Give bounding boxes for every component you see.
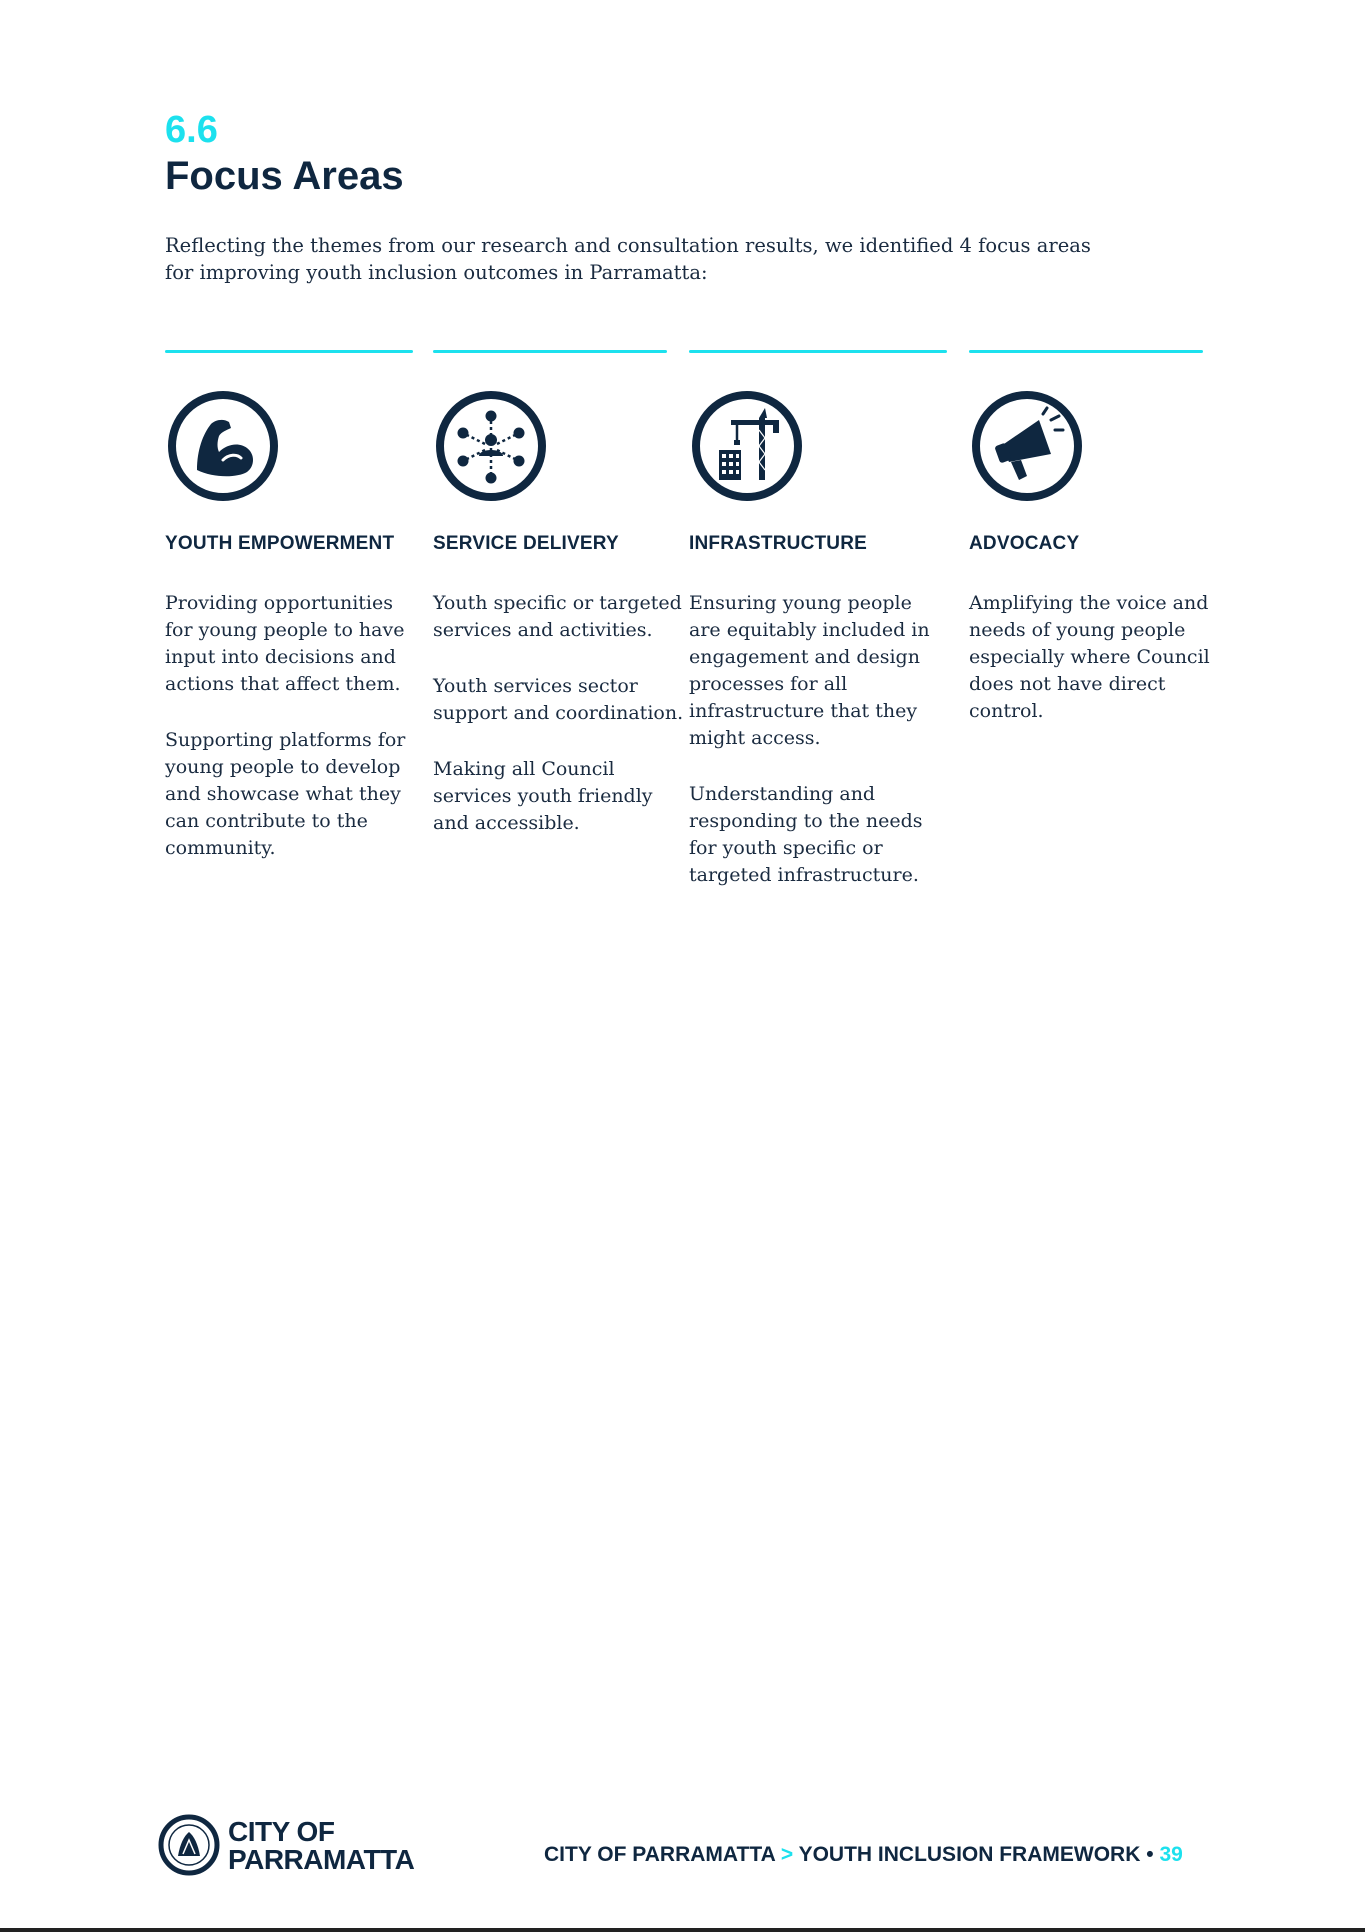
footer-org: CITY OF PARRAMATTA <box>544 1843 775 1866</box>
focus-area-service-delivery <box>433 350 684 834</box>
focus-area-heading: INFRASTRUCTURE <box>689 533 868 554</box>
megaphone-icon <box>971 390 1083 502</box>
section-number: 6.6 <box>165 109 218 151</box>
focus-area-paragraph: Understanding and responding to the needs for youth specific or targeted infrastructure. <box>689 783 923 886</box>
focus-area-body <box>433 590 693 866</box>
focus-area-body <box>689 590 949 918</box>
footer-running-title <box>544 1843 1183 1867</box>
focus-area-advocacy <box>969 350 1210 722</box>
page-title: Focus Areas <box>165 154 404 198</box>
focus-area-paragraph: Ensuring young people are equitably included in engagement and design processes for all infrastructure that they might access. <box>689 592 930 749</box>
accent-divider <box>165 350 413 353</box>
construction-crane-icon <box>691 390 803 502</box>
footer-bullet: • <box>1146 1843 1154 1866</box>
accent-divider <box>433 350 667 353</box>
logo-text-line1: CITY OF <box>228 1816 335 1847</box>
footer-logo <box>158 1810 418 1880</box>
accent-divider <box>969 350 1203 353</box>
city-seal-icon <box>158 1814 220 1876</box>
focus-area-heading: ADVOCACY <box>969 533 1080 554</box>
bottom-edge-bar <box>0 1928 1365 1932</box>
focus-area-body <box>969 590 1229 754</box>
focus-area-paragraph: Amplifying the voice and needs of young people especially where Council does not have direct control. <box>969 592 1210 722</box>
network-people-icon <box>435 390 547 502</box>
footer-document-title: YOUTH INCLUSION FRAMEWORK <box>798 1843 1141 1866</box>
focus-area-youth-empowerment <box>165 350 413 859</box>
focus-area-paragraph: Youth services sector support and coordination. <box>433 675 684 724</box>
logo-text-line2: PARRAMATTA <box>228 1844 415 1875</box>
focus-area-heading: YOUTH EMPOWERMENT <box>165 533 395 554</box>
focus-area-paragraph: Providing opportunities for young people to have input into decisions and actions that affect them. <box>165 592 405 695</box>
page-number: 39 <box>1159 1843 1183 1866</box>
intro-paragraph: Reflecting the themes from our research and consultation results, we identified 4 focus areas for improving youth inclusion outcomes in Parramatta: <box>165 234 1091 284</box>
accent-divider <box>689 350 947 353</box>
focus-area-infrastructure <box>689 350 947 886</box>
focus-area-heading: SERVICE DELIVERY <box>433 533 619 554</box>
flexed-arm-icon <box>167 390 279 502</box>
focus-area-body <box>165 590 425 891</box>
footer-separator: > <box>780 1843 794 1866</box>
focus-area-paragraph: Youth specific or targeted services and activities. <box>433 592 682 641</box>
focus-area-paragraph: Supporting platforms for young people to develop and showcase what they can contribute to the community. <box>165 729 406 859</box>
focus-area-paragraph: Making all Council services youth friendly and accessible. <box>433 758 653 834</box>
